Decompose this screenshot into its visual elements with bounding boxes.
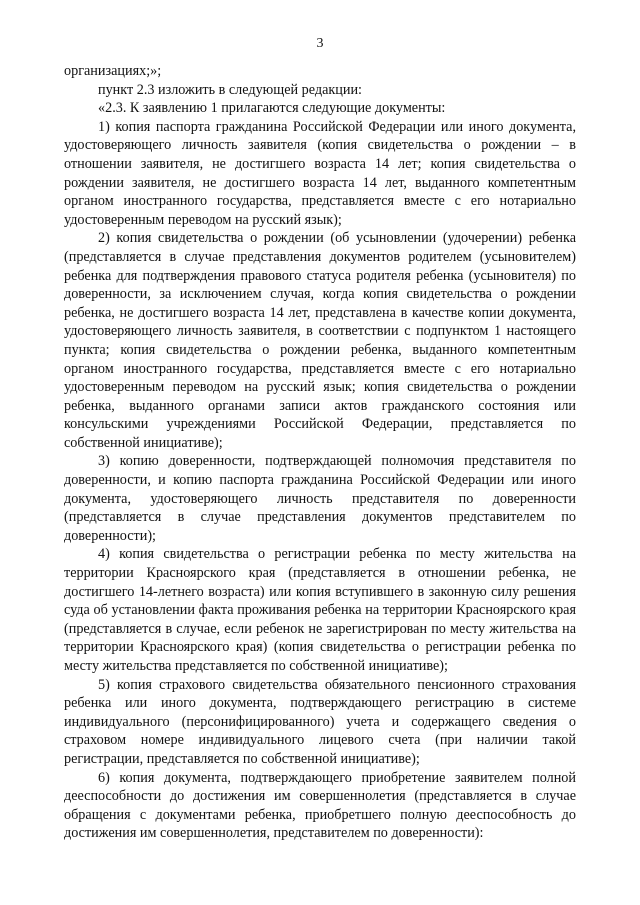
document-body <box>64 62 576 843</box>
paragraph-item-5: 5) копия страхового свидетельства обязательного пенсионного страхования ребенка или иного документа, подтверждающего регистрацию в системе индивидуального (персонифицированного) учета и содержащего сведения о страховом номере индивидуального лицевого счета (при наличии такой регистрации, представляется по собственной инициативе); <box>64 676 576 767</box>
paragraph-continuation: организациях;»; <box>64 63 162 79</box>
page-number: 3 <box>316 36 324 51</box>
paragraph-item-6: 6) копия документа, подтверждающего приобретение заявителем полной дееспособности до достижения им совершеннолетия (представляется в случае обращения с документами ребенка, приобретшего полную дееспособность до достижения им совершеннолетия, представителем по доверенности): <box>64 769 576 842</box>
paragraph-item-2: 2) копия свидетельства о рождении (об усыновлении (удочерении) ребенка (представляется в случае представления документов родителем (усыновителем) ребенка для подтверждения правового статуса родителя ребенка (усыновителя) по доверенности, за исключением случая, когда копия свидетельства о рождении ребенка, не достигшего возраста 14 лет, представлена в качестве копии документа, удостоверяющего личность заявителя, в соответствии с подпунктом 1 настоящего пункта; копия свидетельства о рождении ребенка, выданного компетентным органом иностранного государства, представляется вместе с его нотариально удостоверенным переводом на русский язык; копия свидетельства о рождении ребенка, выданного органами записи актов гражданского состояния или консульскими учреждениями Российской Федерации, представляется по собственной инициативе); <box>64 230 576 451</box>
paragraph-item-3: 3) копию доверенности, подтверждающей полномочия представителя по доверенности, и копию паспорта гражданина Российской Федерации или иного документа, удостоверяющего личность представителя по доверенности (представляется в случае представления документов представителем по доверенности); <box>64 453 576 544</box>
paragraph-amendment-intro: пункт 2.3 изложить в следующей редакции: <box>98 81 362 98</box>
paragraph-item-1: 1) копия паспорта гражданина Российской Федерации или иного документа, удостоверяющего личность заявителя (копия свидетельства о рождении – в отношении заявителя, не достигшего возраста 14 лет; копия свидетельства о рождении заявителя, не достигшего возраста 14 лет, выданного компетентным органом иностранного государства, представляется вместе с его нотариально удостоверенным переводом на русский язык); <box>64 118 576 228</box>
paragraph-item-4: 4) копия свидетельства о регистрации ребенка по месту жительства на территории Красноярского края (представляется в отношении ребенка, не достигшего 14-летнего возраста) или копия вступившего в законную силу решения суда об установлении факта проживания ребенка на территории Красноярского края (представляется в случае, если ребенок не зарегистрирован по месту жительства на территории Красноярского края) (копия свидетельства о регистрации ребенка по месту жительства представляется по собственной инициативе); <box>64 546 576 674</box>
paragraph-clause-2-3: «2.3. К заявлению 1 прилагаются следующие документы: <box>98 100 446 117</box>
